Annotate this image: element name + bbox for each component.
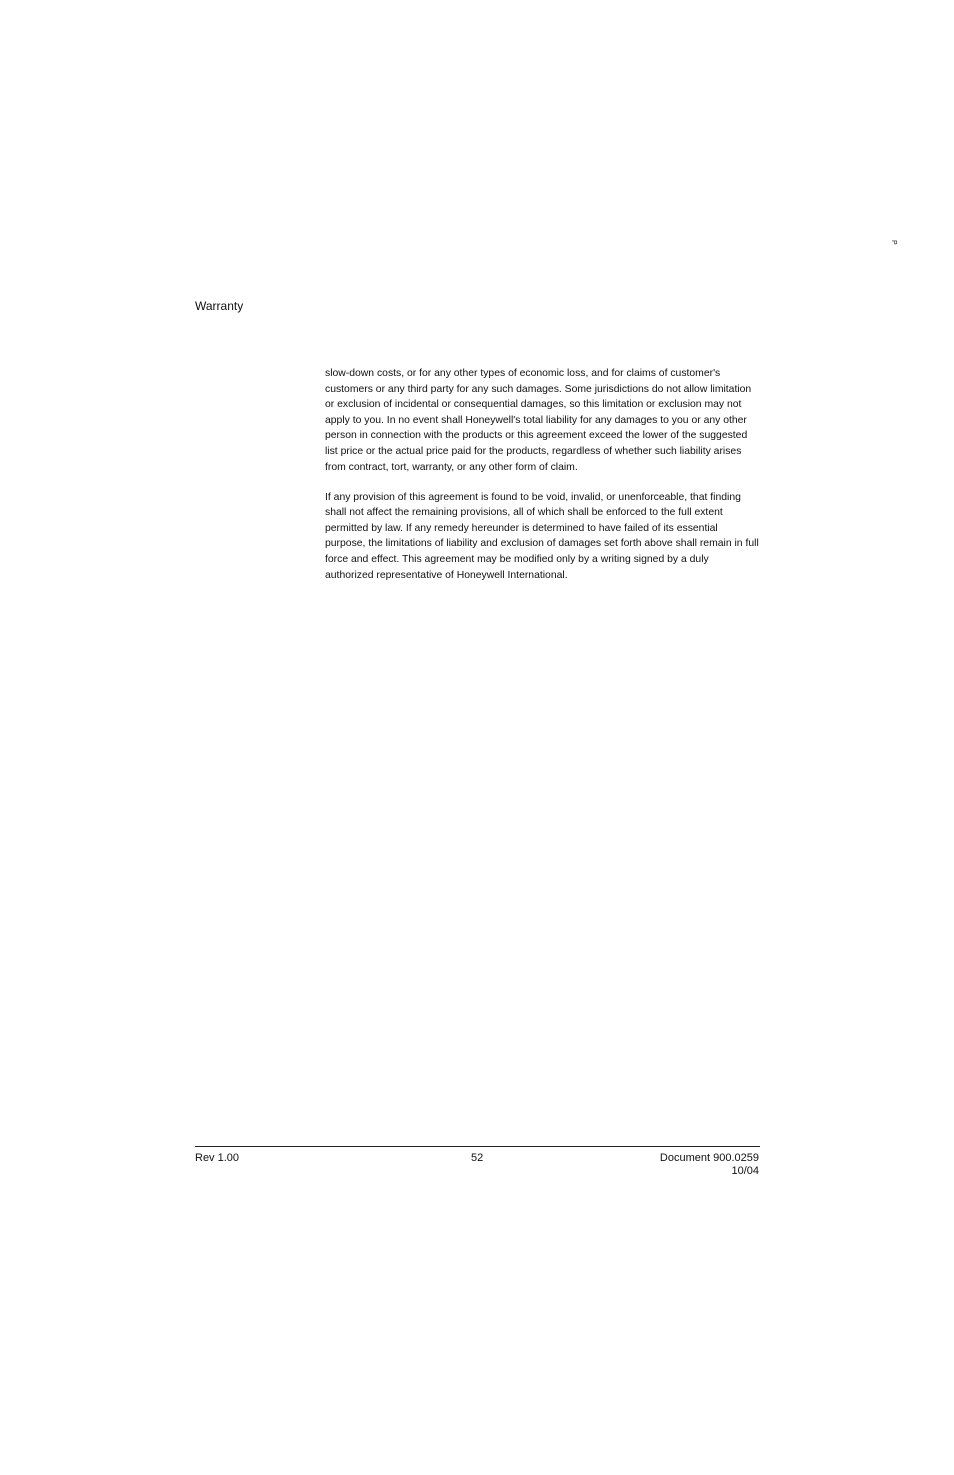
footer-document-number: Document 900.0259 bbox=[659, 1152, 759, 1164]
footer-document-info bbox=[660, 1152, 759, 1177]
footer-divider bbox=[195, 1146, 760, 1147]
paragraph-2: If any provision of this agreement is found to be void, invalid, or unenforceable, that finding shall not affect the remaining provisions, all of which shall be enforced to the full extent permitted by law. If any remedy hereunder is determined to have failed of its essential purpose, the limitations of liability and exclusion of damages set forth above shall remain in full force and effect. This agreement may be modified only by a writing signed by a duly authorized representative of Honeywell International. bbox=[325, 491, 759, 581]
footer-page-number: 52 bbox=[471, 1152, 484, 1164]
body-text bbox=[325, 366, 759, 598]
footer-date: 10/04 bbox=[731, 1164, 759, 1177]
section-title: Warranty bbox=[195, 299, 244, 313]
paragraph-1: slow-down costs, or for any other types of economic loss, and for claims of customer's customers or any third party for any such damages. Some jurisdictions do not allow limitation or exclusion of incidental or consequential damages, so this limitation or exclusion may not apply to you. In no event shall Honeywell's total liability for any damages to you or any other person in connection with the products or this agreement exceed the lower of the suggested list price or the actual price paid for the products, regardless of whether such liability arises from contract, tort, warranty, or any other form of claim. bbox=[325, 368, 752, 473]
footer-revision: Rev 1.00 bbox=[195, 1152, 240, 1164]
margin-mark: P bbox=[890, 240, 897, 245]
